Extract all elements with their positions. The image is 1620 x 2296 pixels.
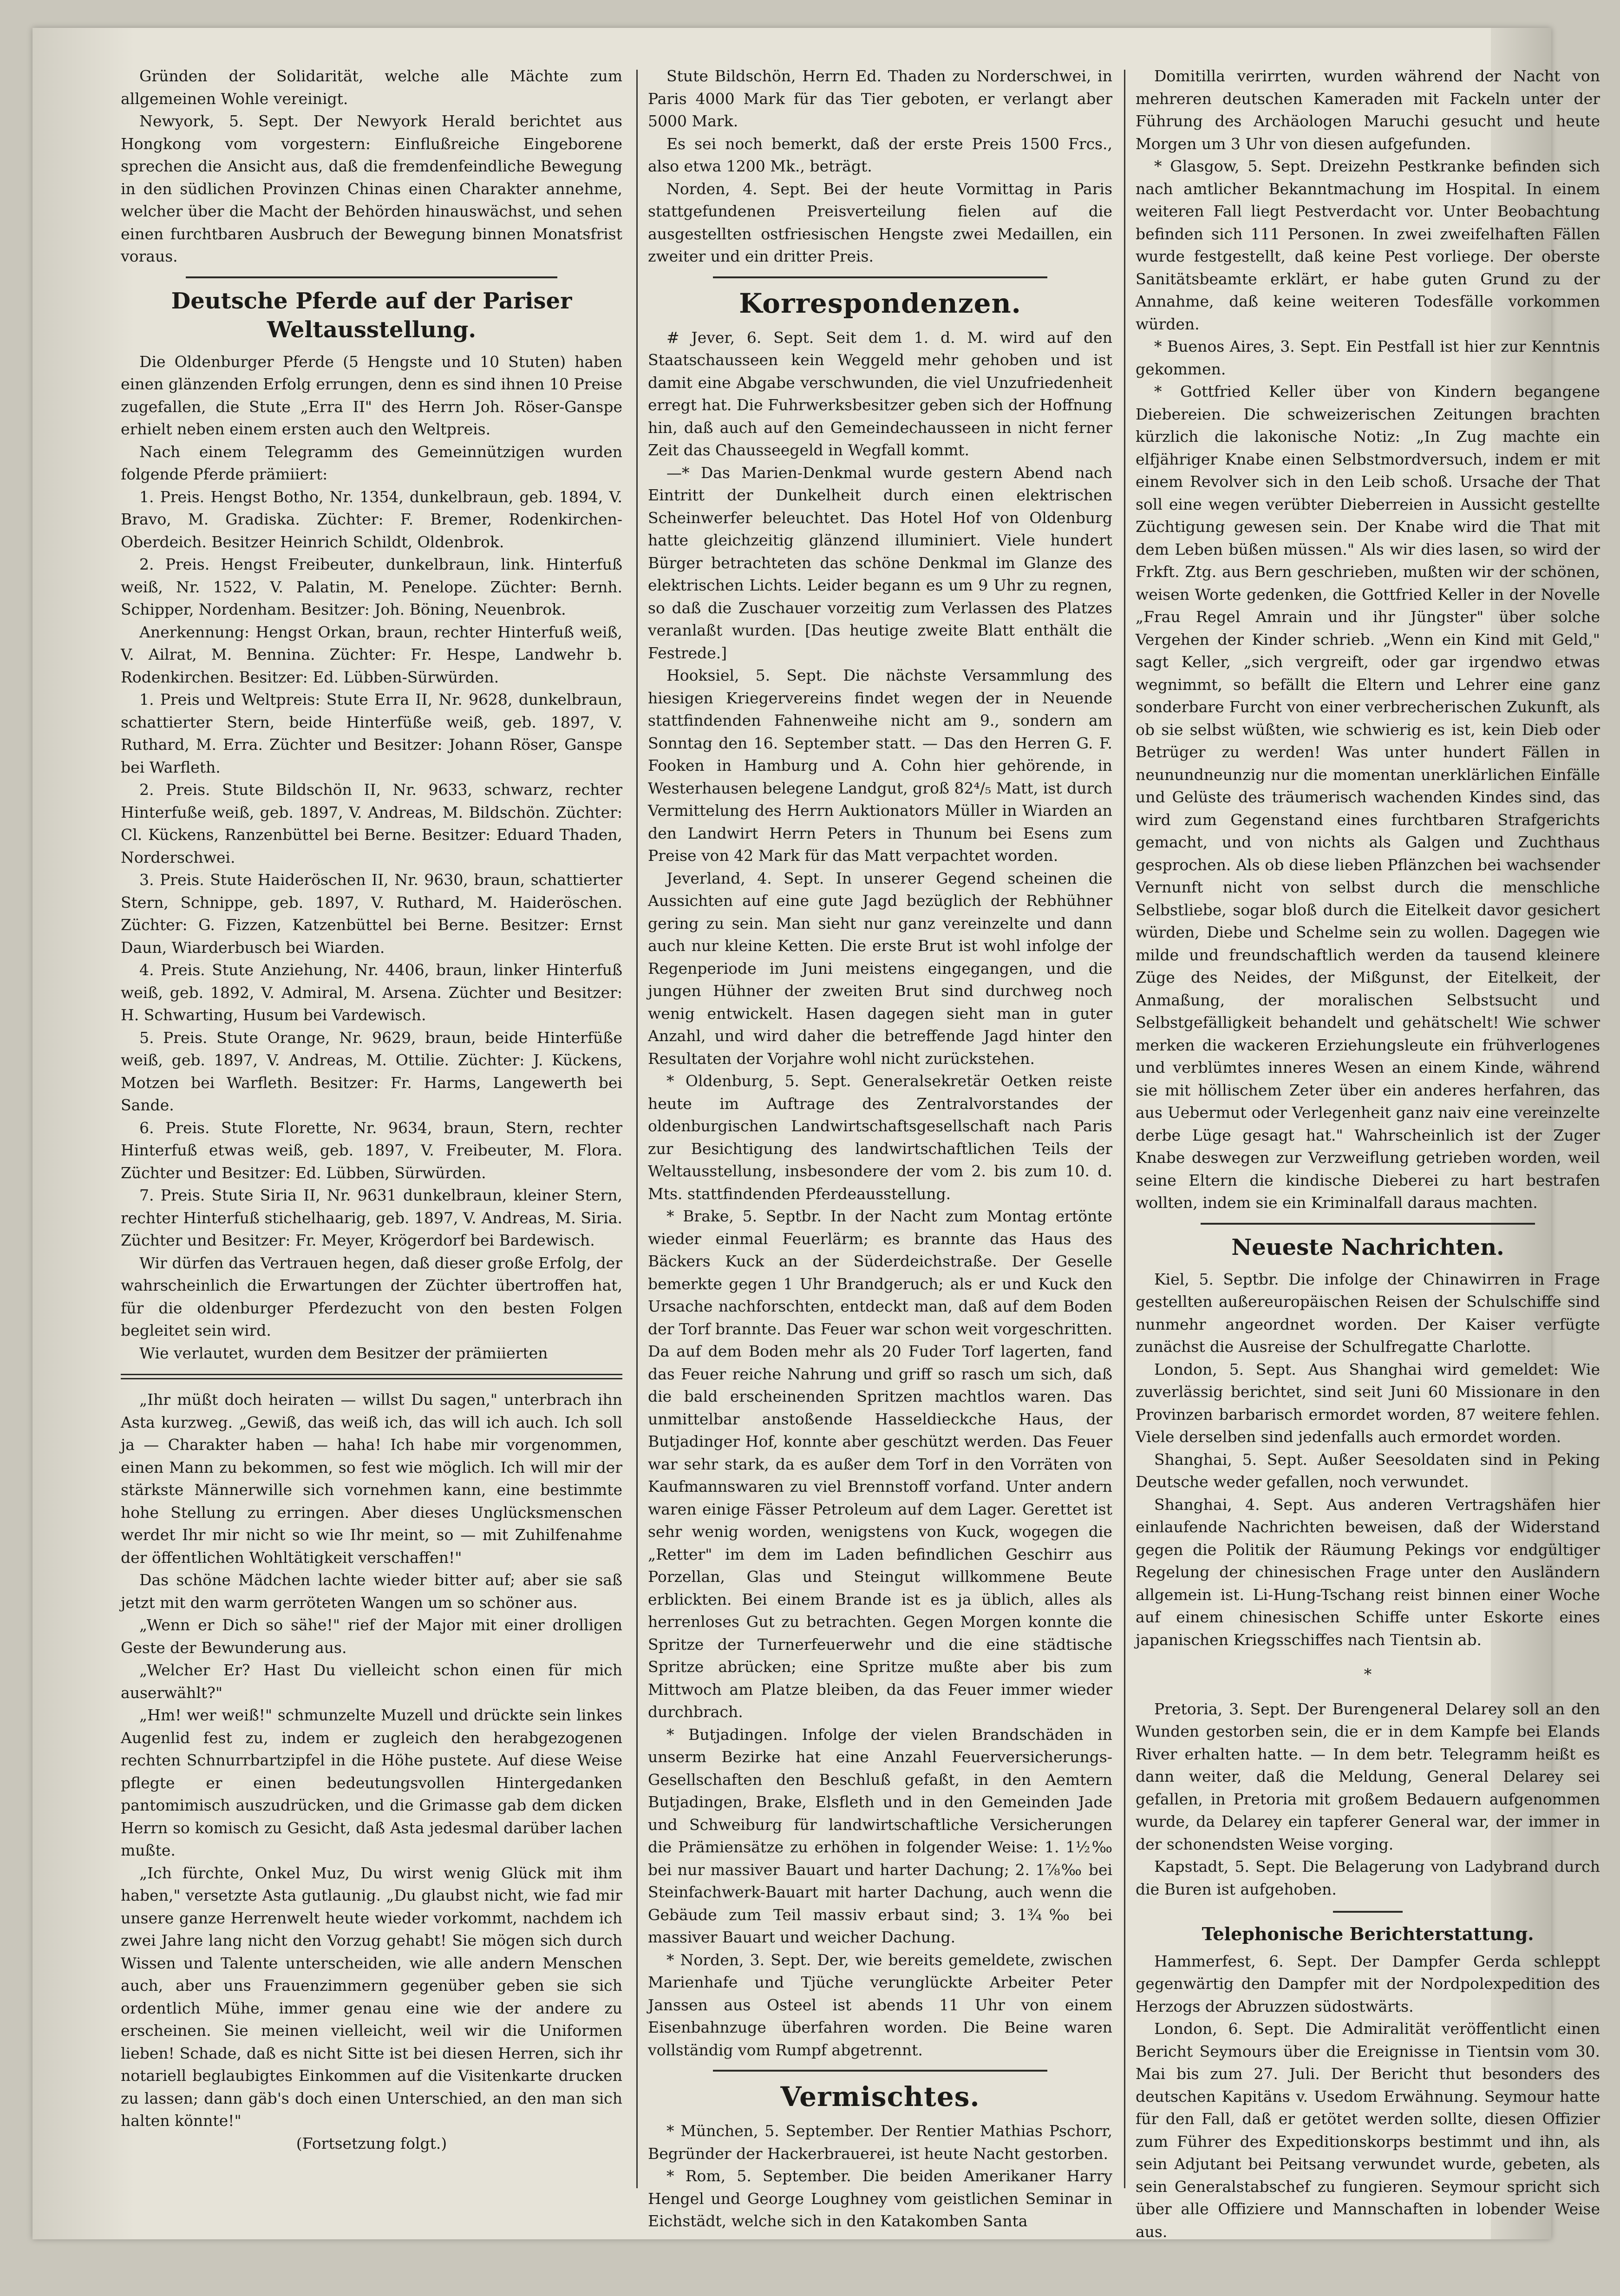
article-paragraph: Domitilla verirrten, wurden während der Nacht von mehreren deutschen Kameraden mit Fackeln unter der Führung des Archäologen Maruchi gesucht und heute Morgen um 3 Uhr von diesen aufgefunden. [1136, 67, 1600, 153]
section-separator-star: * [1364, 1665, 1372, 1683]
news-item: Kapstadt, 5. Sept. Die Belagerung von Ladybrand durch die Buren ist aufgehoben. [1136, 1857, 1600, 1898]
continuation-note: (Fortsetzung folgt.) [296, 2134, 447, 2152]
article-paragraph: Nach einem Telegramm des Gemeinnützigen wurden folgende Pferde prämiiert: [121, 442, 622, 483]
news-item: London, 5. Sept. Aus Shanghai wird gemeldet: Wie zuverlässig berichtet, sind seit Juni 60 Missionare in den Provinzen barbarisch ermordet worden, 87 weitere fehlen. Viele derselben sind jedenfalls auch ermordet worden. [1136, 1360, 1600, 1446]
article-paragraph: * Rom, 5. September. Die beiden Amerikaner Harry Hengel und George Loughney vom geistlichen Seminar in Eichstädt, welche sich in den Katakomben Santa [648, 2167, 1112, 2230]
article-paragraph: Gründen der Solidarität, welche alle Mächte zum allgemeinen Wohle vereinigt. [121, 67, 622, 108]
article-paragraph: * Butjadingen. Infolge der vielen Brandschäden in unserm Bezirke hat eine Anzahl Feuerversicherungs-Gesellschaften den Beschluß gefaßt, in den Aemtern Butjadingen, Brake, Elsfleth und in den Gemeinden Jade und Schweiburg für landwirtschaftliche Versicherungen die Prämiensätze zu erhöhen in folgender Weise: 1. 1½‰ bei nur massiver Bauart und harter Dachung; 2. 1⅞‰ bei Steinfachwerk-Bauart mit harter Dachung, auch wenn die Gebäude zum Teil massiv erbaut sind; 3. 1¾‰ bei massiver Bauart und weicher Dachung. [648, 1725, 1112, 1946]
prize-entry: 2. Preis. Hengst Freibeuter, dunkelbraun, link. Hinterfuß weiß, Nr. 1522, V. Palatin, M. Penelope. Züchter: Bernh. Schipper, Nordenham. Besitzer: Joh. Böning, Neuenbrok. [121, 555, 622, 618]
news-item: Pretoria, 3. Sept. Der Burengeneral Delarey soll an den Wunden gestorben sein, die er in dem Kampfe bei Elands River erhalten hatte. — In dem betr. Telegramm heißt es dann weiter, daß die Meldung, General Delarey sei gefallen, in Pretoria mit großem Bedauern aufgenommen wurde, da Delarey ein tapferer General war, der immer in der schonendsten Weise vorging. [1136, 1699, 1600, 1853]
feuilleton-rule [121, 1374, 622, 1379]
article-paragraph: Newyork, 5. Sept. Der Newyork Herald berichtet aus Hongkong vom vorgestern: Einflußreiche Eingeborene sprechen die Ansicht aus, daß die fremdenfeindliche Bewegung in den südlichen Provinzen Chinas einen Charakter annehme, welcher über die Macht der Behörden hinauswächst, und sehen einen furchtbaren Ausbruch der Bewegung binnen Monatsfrist voraus. [121, 112, 622, 265]
article-paragraph: * Brake, 5. Septbr. In der Nacht zum Montag ertönte wieder einmal Feuerlärm; es brannte das Haus des Bäckers Kuck an der Süderdeichstraße. Der Geselle bemerkte gegen 1 Uhr Brandgeruch; als er und Kuck den Ursache nachforschten, entdeckt man, daß auf dem Boden der Torf brannte. Das Feuer war schon weit vorgeschritten. Da auf dem Boden mehr als 20 Fuder Torf lagerten, fand das Feuer reiche Nahrung und griff so rasch um sich, daß die bald erscheinenden Spritzen machtlos waren. Das unmittelbar anstoßende Hasseldieckche Haus, der Butjadinger Hof, konnte aber geschützt werden. Das Feuer war sehr stark, da es außer dem Torf in den Vorräten von Kaufmannswaren zu viel Brennstoff vorfand. Unter andern waren einige Fässer Petroleum auf dem Lager. Gerettet ist sehr wenig worden, wenigstens von Kuck, wogegen die „Retter" im dem im Laden befindlichen Geschirr aus Porzellan, Glas und Steingut willkommene Beute erblickten. Bei einem Brande ist es ja üblich, alles als herrenloses Gut zu betrachten. Gegen Morgen konnte die Spritze der Turnerfeuerwehr und die eine städtische Spritze abrücken; eine Spritze mußte aber bis zum Mittwoch am Platze bleiben, da das Feuer immer wieder durchbrach. [648, 1207, 1112, 1721]
article-paragraph: * München, 5. September. Der Rentier Mathias Pschorr, Begründer der Hackerbrauerei, ist heute Nacht gestorben. [648, 2122, 1112, 2163]
article-paragraph: Stute Bildschön, Herrn Ed. Thaden zu Norderschwei, in Paris 4000 Mark für das Tier geboten, er verlangt aber 5000 Mark. [648, 67, 1112, 130]
feuilleton-paragraph: „Welcher Er? Hast Du vielleicht schon einen für mich auserwählt?" [121, 1661, 622, 1702]
article-paragraph: Jeverland, 4. Sept. In unserer Gegend scheinen die Aussichten auf eine gute Jagd bezüglich der Rebhühner gering zu sein. Man sieht nur ganz vereinzelte und dann auch nur kleine Ketten. Die erste Brut ist wohl infolge der Regenperiode im Juni meistens eingegangen, und die jungen Hühner der zweiten Brut sind durchweg noch wenig entwickelt. Hasen dagegen sieht man in guter Anzahl, und wird daher die betreffende Jagd hinter den Resultaten der Vorjahre wohl nicht zurückstehen. [648, 869, 1112, 1068]
article-paragraph: Hooksiel, 5. Sept. Die nächste Versammlung des hiesigen Kriegervereins findet wegen der in Neuende stattfindenden Fahnenweihe nicht am 9., sondern am Sonntag den 16. September statt. — Das den Herren G. F. Fooken in Hamburg und A. Cohn hier gehörende, in Westerhausen belegene Landgut, groß 82⁴/₅ Matt, ist durch Vermittelung des Herrn Auktionators Müller in Wiarden an den Landwirt Herrn Peters in Thunum bei Esens zum Preise von 42 Mark für das Matt verpachtet worden. [648, 666, 1112, 865]
feuilleton-paragraph: „Hm! wer weiß!" schmunzelte Muzell und drückte sein linkes Augenlid fest zu, indem er zugleich den herabgezogenen rechten Schnurrbartzipfel in die Höhe pustete. Auf diese Weise pflegte er einen bedeutungsvollen Hintergedanken pantomimisch auszudrücken, und die Grimasse gab dem dicken Herrn so komisch zu Gesicht, daß Asta jedesmal darüber lachen mußte. [121, 1706, 622, 1859]
feuilleton-paragraph: „Ihr müßt doch heiraten — willst Du sagen," unterbrach ihn Asta kurzweg. „Gewiß, das weiß ich, das will ich auch. Ich soll ja — Charakter haben — haha! Ich habe mir vorgenommen, einen Mann zu bekommen, so fest wie möglich. Ich will mir der stärkste Männerwille sich vornehmen kann, eine bestimmte hohe Stellung zu erringen. Aber dieses Unglücksmenschen werdet Ihr mir nicht so wie Ihr meint, so — mit Zuhilfenahme der öffentlichen Wohltätigkeit verschaffen!" [121, 1391, 622, 1567]
news-item: London, 6. Sept. Die Admiralität veröffentlicht einen Bericht Seymours über die Ereignisse in Tientsin vom 30. Mai bis zum 27. Juli. Der Bericht thut besonders des deutschen Kapitäns v. Usedom Erwähnung. Seymour hatte für den Fall, daß er getötet werden sollte, diesen Offizier zum Führer des Expeditionskorps bestimmt und ihn, als sein Adjutant bei Peitsang verwundet wurde, gebeten, als sein Generalstabschef zu fungieren. Seymour spricht sich über alle Offiziere und Mannschaften in lobender Weise aus. [1136, 2020, 1600, 2241]
article-paragraph: * Norden, 3. Sept. Der, wie bereits gemeldete, zwischen Marienhafe und Tjüche verunglückte Arbeiter Peter Janssen aus Osteel ist abends 11 Uhr von einem Eisenbahnzuge überfahren worden. Die Beine waren vollständig vom Rumpf abgetrennt. [648, 1950, 1112, 2059]
article-paragraph: Es sei noch bemerkt, daß der erste Preis 1500 Frcs., also etwa 1200 Mk., beträgt. [648, 134, 1112, 175]
section-heading: Telephonische Berichterstattung. [1202, 1923, 1534, 1944]
feuilleton-paragraph: „Ich fürchte, Onkel Muz, Du wirst wenig Glück mit ihm haben," versetzte Asta gutlaunig. „Du glaubst nicht, wie fad mir unsere ganze Herrenwelt heute wieder vorkommt, nachdem ich zwei Jahre lang nicht den Vorzug gehabt! Sie mögen sich durch Wissen und Talente unterscheiden, wie alle andern Menschen auch, aber uns Frauenzimmern gegenüber geben sie sich ordentlich Mühe, immer genau eine wie der andere zu erscheinen. Sie meinen vielleicht, weil wir die Uniformen lieben! Schade, daß es nicht Sitte ist bei diesen Herren, sich ihr notariell beglaubigtes Einkommen auf die Visitenkarte drucken zu lassen; dann gäb's doch einen Unterschied, an den man sich halten könnte!" [121, 1863, 622, 2130]
column-2 [648, 65, 1112, 2230]
article-paragraph: Wir dürfen das Vertrauen hegen, daß dieser große Erfolg, der wahrscheinlich die Erwartungen der Züchter übertroffen hat, für die oldenburger Pferdezucht von den besten Folgen begleitet sein wird. [121, 1253, 622, 1339]
article-paragraph: Wie verlautet, wurden dem Besitzer der prämiierten [139, 1344, 548, 1362]
section-rule [713, 276, 1047, 278]
newspaper-page [33, 28, 1600, 2241]
prize-entry: 1. Preis. Hengst Botho, Nr. 1354, dunkelbraun, geb. 1894, V. Bravo, M. Gradiska. Züchter: F. Bremer, Rodenkirchen-Oberdeich. Besitzer Heinrich Schildt, Oldenbrok. [121, 487, 622, 551]
page-gutter [33, 28, 135, 2239]
news-item: Hammerfest, 6. Sept. Der Dampfer Gerda schleppt gegenwärtig den Dampfer mit der Nordpolexpedition des Herzogs der Abruzzen südostwärts. [1136, 1952, 1600, 2015]
article-paragraph: * Gottfried Keller über von Kindern begangene Diebereien. Die schweizerischen Zeitungen brachten kürzlich die lakonische Notiz: „In Zug machte ein elfjähriger Knabe einen Selbstmordversuch, indem er mit einem Revolver sich in den Leib schoß. Ursache der That soll eine wegen verübter Dieberreien in Aussicht gestellte Züchtigung gewesen sein. Der Knabe wird die That mit dem Leben büßen müssen." Als wir dies lasen, so wird der Frkft. Ztg. aus Bern geschrieben, mußten wir der schönen, weisen Worte gedenken, die Gottfried Keller in der Novelle „Frau Regel Amrain und ihr Jüngster" über solche Vergehen der Kinder schrieb. „Wenn ein Kind mit Geld," sagt Keller, „sich vergreift, oder gar irgendwo etwas wegnimmt, so befällt die Eltern und Lehrer eine ganz sonderbare Furcht von einer verbrecherischen Zukunft, als ob sie selbst wüßten, wie schwierig es ist, kein Dieb oder Betrüger zu werden! Was unter hundert Fällen in neunundneunzig nur die momentan unerklärlichen Einfälle und Gelüste des träumerisch wachenden Kindes sind, das wird zum Gegenstand eines furchtbaren Strafgerichts gemacht, und von nichts als Galgen und Zuchthaus gesprochen. Als ob diese lieben Pflänzchen bei wachsender Vernunft nicht von selbst durch die menschliche Selbstliebe, sogar bloß durch die Eitelkeit davor gesichert würden, Diebe und Schelme sein zu wollen. Dagegen wie milde und freundschaftlich werden da tausend kleinere Züge des Neides, der Mißgunst, der Eitelkeit, der Anmaßung, der moralischen Selbstsucht und Selbstgefälligkeit behandelt und gehätschelt! Wie schwer merken die wackeren Erziehungsleute ein frühverlogenes und verblümtes inneres Wesen an einem Kinde, während sie mit höllischem Zeter über ein anderes herfahren, das aus Uebermut oder Verlegenheit ganz naiv eine vereinzelte derbe Lüge gesagt hat." Wahrscheinlich ist der Zuger Knabe deswegen zur Verzweiflung getrieben worden, weil seine Eltern die kindische Dieberei zu hart bestrafen wollten, indem sie ein Kriminalfall daraus machten. [1136, 382, 1600, 1212]
prize-entry: 1. Preis und Weltpreis: Stute Erra II, Nr. 9628, dunkelbraun, schattierter Stern, beide Hinterfüße weiß, geb. 1897, V. Ruthard, M. Erra. Züchter und Besitzer: Johann Röser, Ganspe bei Warfleth. [121, 690, 622, 776]
feuilleton-paragraph: „Wenn er Dich so sähe!" rief der Major mit einer drolligen Geste der Bewunderung aus. [121, 1616, 622, 1657]
section-rule [1201, 1223, 1535, 1225]
article-paragraph: Norden, 4. Sept. Bei der heute Vormittag in Paris stattgefundenen Preisverteilung fielen auf die ausgestellten ostfriesischen Hengste zwei Medaillen, ein zweiter und ein dritter Preis. [648, 179, 1112, 265]
news-item: Shanghai, 4. Sept. Aus anderen Vertragshäfen hier einlaufende Nachrichten beweisen, daß der Widerstand gegen die Politik der Räumung Pekings vor endgültiger Regelung der chinesischen Frage unter den Ausländern allgemein ist. Li-Hung-Tschang reist binnen einer Woche auf einem chinesischen Schiffe unter Eskorte eines japanischen Kriegsschiffes nach Tientsin ab. [1136, 1495, 1600, 1649]
section-rule [186, 276, 557, 278]
article-paragraph: Die Oldenburger Pferde (5 Hengste und 10 Stuten) haben einen glänzenden Erfolg errungen, denn es sind ihnen 10 Preise zugefallen, die Stute „Erra II" des Herrn Joh. Röser-Ganspe erhielt neben einem ersten auch den Weltpreis. [121, 352, 622, 438]
prize-entry: 5. Preis. Stute Orange, Nr. 9629, braun, beide Hinterfüße weiß, geb. 1897, V. Andreas, M. Ottilie. Züchter: J. Kückens, Motzen bei Warfleth. Besitzer: Fr. Harms, Langewerth bei Sande. [121, 1028, 622, 1114]
article-paragraph: * Glasgow, 5. Sept. Dreizehn Pestkranke befinden sich nach amtlicher Bekanntmachung im Hospital. In einem weiteren Fall liegt Pestverdacht vor. Unter Beobachtung befinden sich 111 Personen. In zwei zweifelhaften Fällen wurde festgestellt, daß keine Pest vorliege. Der oberste Sanitätsbeamte erklärt, er habe guten Grund zu der Annahme, daß keine weiteren Todesfälle vorkommen würden. [1136, 157, 1600, 333]
article-paragraph: * Buenos Aires, 3. Sept. Ein Pestfall ist hier zur Kenntnis gekommen. [1136, 337, 1600, 378]
column-divider [1124, 70, 1125, 2188]
prize-entry: 2. Preis. Stute Bildschön II, Nr. 9633, schwarz, rechter Hinterfuße weiß, geb. 1897, V. Andreas, M. Bildschön. Züchter: Cl. Kückens, Ranzenbüttel bei Berne. Besitzer: Eduard Thaden, Norderschwei. [121, 781, 622, 866]
section-heading: Deutsche Pferde auf der Pariser Weltausstellung. [171, 288, 572, 343]
news-item: Kiel, 5. Septbr. Die infolge der Chinawirren in Frage gestellten außereuropäischen Reisen der Schulschiffe sind nunmehr angeordnet worden. Der Kaiser verfügte zunächst die Ausreise der Schulfregatte Charlotte. [1136, 1270, 1600, 1356]
column-1 [121, 65, 622, 2221]
section-heading: Vermischtes. [780, 2081, 980, 2112]
prize-entry: 4. Preis. Stute Anziehung, Nr. 4406, braun, linker Hinterfuß weiß, geb. 1892, V. Admiral, M. Arsena. Züchter und Besitzer: H. Schwarting, Husum bei Vardewisch. [121, 961, 622, 1024]
column-3 [1136, 65, 1600, 2241]
section-rule [713, 2070, 1047, 2072]
section-heading: Korrespondenzen. [739, 287, 1021, 319]
section-heading: Neueste Nachrichten. [1231, 1234, 1504, 1260]
feuilleton-paragraph: Das schöne Mädchen lachte wieder bitter auf; aber sie saß jetzt mit den warm gerröteten Wangen um so schöner aus. [121, 1571, 622, 1612]
article-paragraph: # Jever, 6. Sept. Seit dem 1. d. M. wird auf den Staatschausseen kein Weggeld mehr gehoben und ist damit eine Abgabe verschwunden, die viel Unzufriedenheit erregt hat. Die Fuhrwerksbesitzer geben sich der Hoffnung hin, daß auch auf den Gemeindechausseen in nicht ferner Zeit das Chausseegeld in Wegfall kommt. [648, 328, 1112, 459]
column-divider [636, 70, 638, 2188]
prize-entry: Anerkennung: Hengst Orkan, braun, rechter Hinterfuß weiß, V. Ailrat, M. Bennina. Züchter: Fr. Hespe, Landwehr b. Rodenkirchen. Besitzer: Ed. Lübben-Sürwürden. [121, 623, 622, 686]
article-paragraph: * Oldenburg, 5. Sept. Generalsekretär Oetken reiste heute im Auftrage des Zentralvorstandes der oldenburgischen Landwirtschaftsgesellschaft nach Paris zur Besichtigung des landwirtschaftlichen Teils der Weltausstellung, insbesondere der vom 2. bis zum 10. d. Mts. stattfindenden Pferdeausstellung. [648, 1072, 1112, 1203]
prize-entry: 3. Preis. Stute Haideröschen II, Nr. 9630, braun, schattierter Stern, Schnippe, geb. 1897, V. Ruthard, M. Haideröschen. Züchter: G. Fizzen, Katzenbüttel bei Berne. Besitzer: Ernst Daun, Wiarderbusch bei Wiarden. [121, 871, 622, 957]
article-paragraph: —* Das Marien-Denkmal wurde gestern Abend nach Eintritt der Dunkelheit durch einen elektrischen Scheinwerfer beleuchtet. Das Hotel Hof von Oldenburg hatte gleichzeitig glänzend illuminiert. Viele hundert Bürger betrachteten das schöne Denkmal im Glanze des elektrischen Lichts. Leider begann es um 9 Uhr zu regnen, so daß die Zuschauer vorzeitig zum Verlassen des Platzes veranlaßt wurden. [Das heutige zweite Blatt enthält die Festrede.] [648, 463, 1112, 662]
prize-entry: 7. Preis. Stute Siria II, Nr. 9631 dunkelbraun, kleiner Stern, rechter Hinterfuß stichelhaarig, geb. 1897, V. Andreas, M. Siria. Züchter und Besitzer: Fr. Meyer, Krögerdorf bei Bardewisch. [121, 1186, 622, 1249]
prize-entry: 6. Preis. Stute Florette, Nr. 9634, braun, Stern, rechter Hinterfuß etwas weiß, geb. 1897, V. Freibeuter, M. Flora. Züchter und Besitzer: Ed. Lübben, Sürwürden. [121, 1118, 622, 1182]
section-rule [1333, 1911, 1403, 1913]
news-item: Shanghai, 5. Sept. Außer Seesoldaten sind in Peking Deutsche weder gefallen, noch verwundet. [1136, 1450, 1600, 1491]
